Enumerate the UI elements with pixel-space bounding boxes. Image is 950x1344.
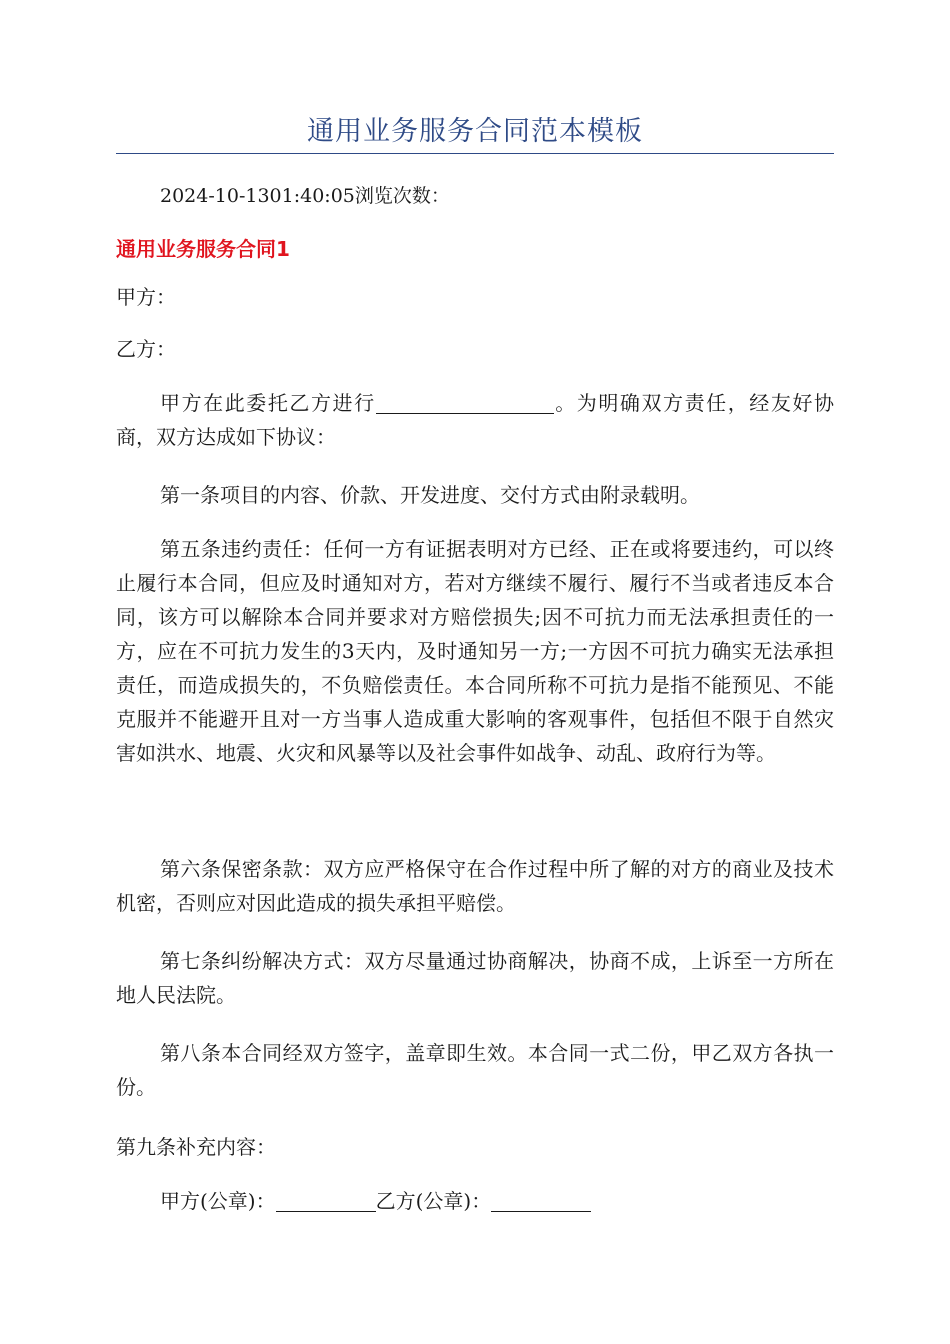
project-blank-line bbox=[376, 393, 554, 414]
document-title: 通用业务服务合同范本模板 bbox=[307, 116, 643, 147]
article-8-paragraph: 第八条本合同经双方签字，盖章即生效。本合同一式二份，甲乙双方各执一份。 bbox=[116, 1041, 834, 1099]
article-7-paragraph: 第七条纠纷解决方式：双方尽量通过协商解决，协商不成，上诉至一方所在地人民法院。 bbox=[116, 949, 834, 1007]
intro-text-before-blank: 甲方在此委托乙方进行 bbox=[160, 391, 376, 415]
publish-meta-line: 2024-10-1301:40:05浏览次数： bbox=[160, 185, 450, 207]
party-b-line: 乙方： bbox=[116, 337, 176, 361]
article-1-paragraph: 第一条项目的内容、价款、开发进度、交付方式由附录载明。 bbox=[160, 483, 700, 507]
title-underline bbox=[116, 153, 834, 154]
article-9-line: 第九条补充内容： bbox=[116, 1135, 276, 1159]
party-a-line: 甲方： bbox=[116, 285, 176, 309]
section-heading: 通用业务服务合同1 bbox=[116, 237, 290, 261]
seal-a-blank bbox=[276, 1191, 376, 1212]
article-6-paragraph: 第六条保密条款：双方应严格保守在合作过程中所了解的对方的商业及技术机密，否则应对因此造成的损失承担平赔偿。 bbox=[116, 857, 834, 915]
seal-b-blank bbox=[491, 1191, 591, 1212]
intro-text-after-blank: 。为明确双方责任，经友好协商，双方达成如下协议： bbox=[116, 391, 835, 449]
seal-line bbox=[116, 1184, 834, 1218]
intro-paragraph bbox=[116, 386, 834, 454]
seal-a-label: 甲方(公章)： bbox=[160, 1189, 276, 1213]
article-5-paragraph: 第五条违约责任：任何一方有证据表明对方已经、正在或将要违约，可以终止履行本合同，但应及时通知对方，若对方继续不履行、履行不当或者违反本合同，该方可以解除本合同并要求对方赔偿损失;因不可抗力而无法承担责任的一方，应在不可抗力发生的3天内，及时通知另一方;一方因不可抗力确实无法承担责任，而造成损失的，不负赔偿责任。本合同所称不可抗力是指不能预见、不能克服并不能避开且对一方当事人造成重大影响的客观事件，包括但不限于自然灾害如洪水、地震、火灾和风暴等以及社会事件如战争、动乱、政府行为等。 bbox=[116, 537, 834, 765]
seal-b-label: 乙方(公章)： bbox=[375, 1189, 492, 1213]
